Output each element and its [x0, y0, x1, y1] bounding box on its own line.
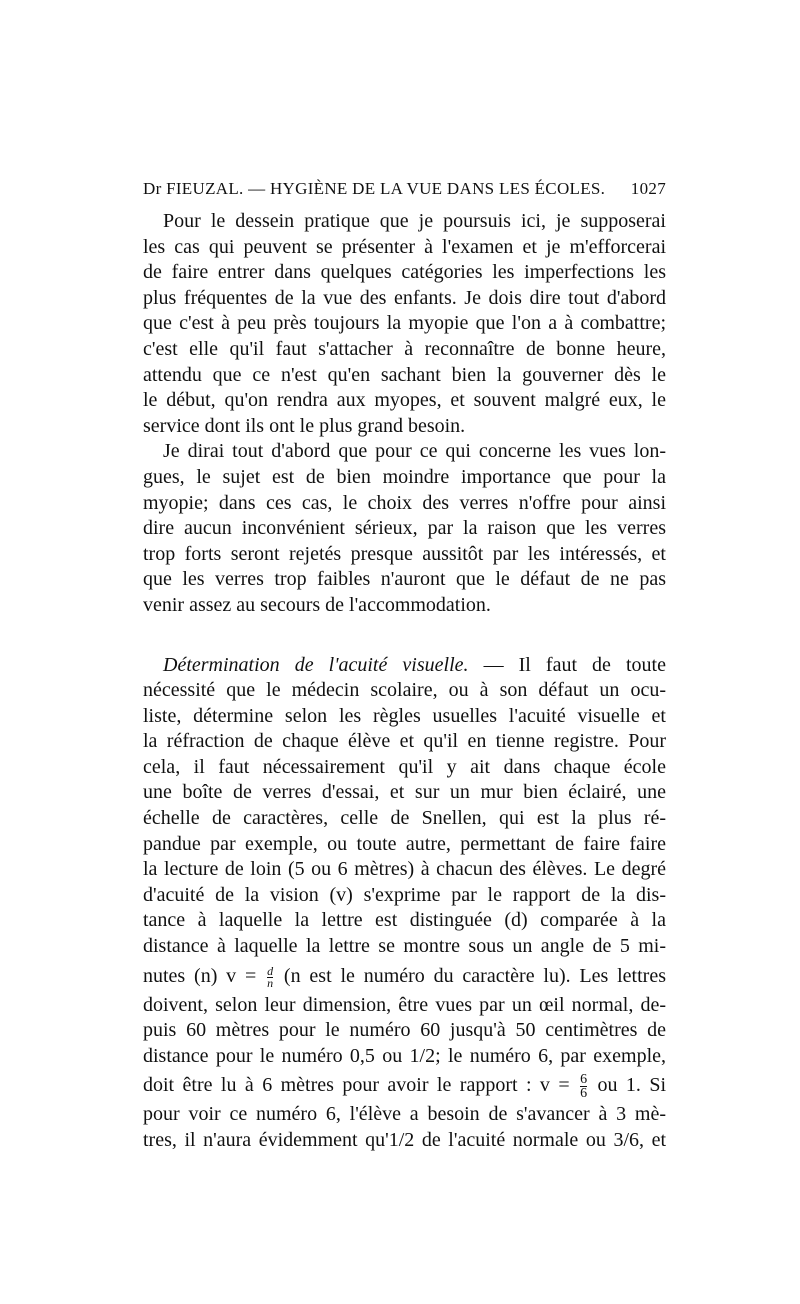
text-line: tres, il n'aura évidemment qu'1/2 de l'acuité normale ou 3/6, et — [143, 1129, 666, 1151]
text-line: Pour le dessein pratique que je poursuis ici, je supposerai — [163, 210, 666, 232]
text-line: attendu que ce n'est qu'en sachant bien la gouverner dès le — [143, 363, 666, 386]
formula-line — [143, 960, 666, 993]
running-head-title: Dr FIEUZAL. — HYGIÈNE DE LA VUE DANS LES ÉCOLES. — [143, 179, 606, 198]
text-line: cela, il faut nécessairement qu'il y ait dans chaque école — [143, 755, 666, 778]
text-line: myopie; dans ces cas, le choix des verres n'offre pour ainsi — [143, 491, 666, 514]
text-line: plus fréquentes de la vue des enfants. Je dois dire tout d'abord — [143, 286, 666, 309]
fraction-numerator: d — [267, 963, 274, 978]
page-number: 1027 — [630, 179, 666, 198]
fraction-denominator: n — [267, 975, 274, 990]
text-segment: — Il faut de toute — [483, 653, 666, 676]
fraction-d-over-n — [267, 963, 274, 990]
section-heading: Détermination de l'acuité visuelle. — [163, 653, 469, 676]
text-line: tance à laquelle la lettre est distinguée (d) comparée à la — [143, 909, 666, 932]
text-line: c'est elle qu'il faut s'attacher à reconnaître de bonne heure, — [143, 337, 666, 360]
text-line: une boîte de verres d'essai, et sur un mur bien éclairé, une — [143, 781, 666, 804]
text-line: les cas qui peuvent se présenter à l'examen et je m'efforcerai — [143, 235, 666, 258]
text-line: de faire entrer dans quelques catégories les imperfections les — [143, 261, 666, 284]
text-line: distance à laquelle la lettre se montre sous un angle de 5 mi- — [143, 935, 666, 958]
text-line: que c'est à peu près toujours la myopie que l'on a à combattre; — [143, 312, 666, 335]
text-line: pour voir ce numéro 6, l'élève a besoin de s'avancer à 3 mè- — [143, 1103, 666, 1126]
body-text — [143, 209, 666, 1154]
text-line: service dont ils ont le plus grand besoin. — [143, 414, 466, 437]
text-line: distance pour le numéro 0,5 ou 1/2; le numéro 6, par exemple, — [143, 1044, 666, 1067]
text-segment: (n est le numéro du caractère lu). Les lettres — [275, 964, 666, 987]
section-gap — [143, 619, 666, 653]
text-line: la réfraction de chaque élève et qu'il en tienne registre. Pour — [143, 730, 666, 753]
text-line: venir assez au secours de l'accommodation. — [143, 593, 491, 616]
running-head — [143, 179, 666, 199]
text-line: pandue par exemple, ou toute autre, permettant de faire faire — [143, 832, 666, 855]
text-line: Je dirai tout d'abord que pour ce qui concerne les vues lon- — [163, 440, 666, 463]
text-line: d'acuité de la vision (v) s'exprime par le rapport de la dis- — [143, 883, 666, 906]
fraction-six-over-six — [580, 1073, 587, 1100]
text-segment: ou 1. Si — [589, 1074, 666, 1097]
text-line: dire aucun inconvénient sérieux, par la raison que les verres — [143, 517, 666, 540]
text-line: la lecture de loin (5 ou 6 mètres) à chacun des élèves. Le degré — [143, 858, 666, 881]
text-line: que les verres trop faibles n'auront que le défaut de ne pas — [143, 568, 666, 591]
text-line: doivent, selon leur dimension, être vues par un œil normal, de- — [143, 993, 666, 1016]
text-line: gues, le sujet est de bien moindre importance que pour la — [143, 465, 666, 488]
text-line: liste, détermine selon les règles usuelles l'acuité visuelle et — [143, 704, 666, 727]
text-line: puis 60 mètres pour le numéro 60 jusqu'à 50 centimètres de — [143, 1019, 666, 1042]
text-line: le début, qu'on rendra aux myopes, et souvent malgré eux, le — [143, 389, 666, 412]
text-line: échelle de caractères, celle de Snellen, qui est la plus ré- — [143, 807, 666, 830]
section-first-line — [143, 653, 666, 679]
fraction-denominator: 6 — [580, 1086, 588, 1102]
text-line: trop forts seront rejetés presque aussitôt par les intéressés, et — [143, 542, 666, 565]
text-segment: doit être lu à 6 mètres pour avoir le rapport : v = — [143, 1074, 579, 1097]
ratio-line — [143, 1069, 666, 1102]
text-line: nécessité que le médecin scolaire, ou à son défaut un ocu- — [143, 679, 666, 702]
text-segment: nutes (n) v = — [143, 964, 266, 987]
fraction-numerator: 6 — [580, 1072, 588, 1088]
